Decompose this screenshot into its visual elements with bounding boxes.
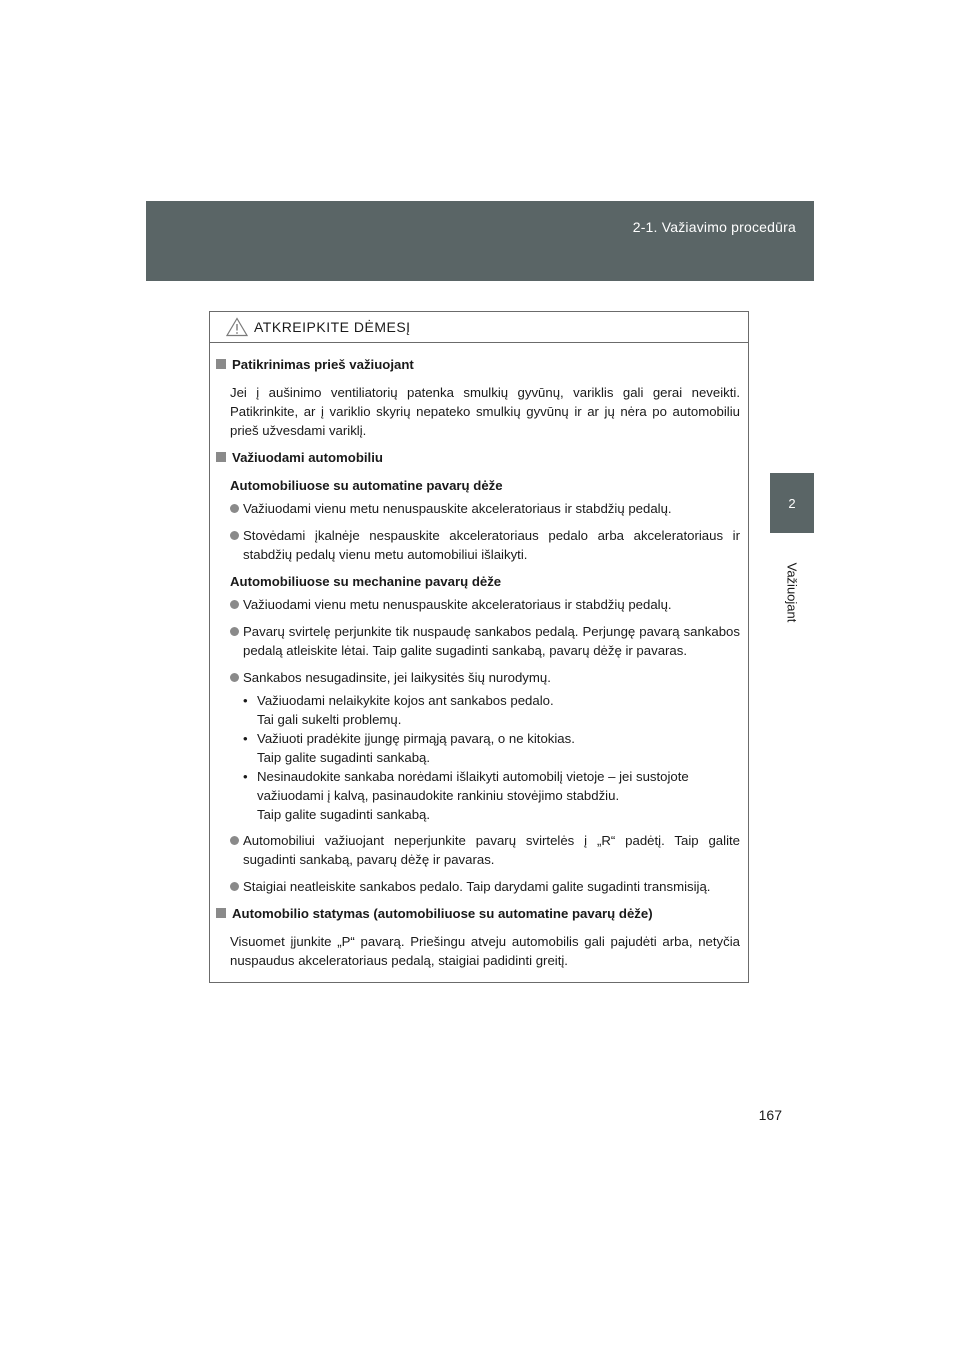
circle-bullet-icon xyxy=(230,627,243,636)
heading-parking: Automobilio statymas (automobiliuose su automatine pavarų dėže) xyxy=(216,904,740,923)
warning-triangle-icon xyxy=(226,317,248,337)
list-item: Važiuodami vienu metu nenuspauskite akceleratoriaus ir stabdžių pedalų. xyxy=(216,595,740,614)
circle-bullet-icon xyxy=(230,836,243,845)
list-item: Stovėdami įkalnėje nespauskite akceleratoriaus pedalo arba akceleratoriaus ir stabdžių pedalų vienu metu automobiliui išlaikyti. xyxy=(216,526,740,564)
section-label: 2-1. Važiavimo procedūra xyxy=(632,219,796,235)
header-band xyxy=(146,201,814,281)
caution-body xyxy=(210,343,748,970)
chapter-number: 2 xyxy=(788,495,796,511)
circle-bullet-icon xyxy=(230,882,243,891)
list-item: • Nesinaudokite sankaba norėdami išlaikyti automobilį vietoje – jei sustojote važiuodami į kalvą, pasinaudokite rankiniu stovėjimo stabdžiu. Taip galite sugadinti sankabą. xyxy=(243,769,689,822)
parking-text: Visuomet įjunkite „P“ pavarą. Priešingu atveju automobilis gali pajudėti arba, netyčia nuspaudus akceleratoriaus pedalą, staigiai padidinti greitį. xyxy=(230,934,740,968)
chapter-tab-label xyxy=(770,542,814,642)
circle-bullet-icon xyxy=(230,504,243,513)
heading-pre-drive-check: Patikrinimas prieš važiuojant xyxy=(216,355,740,374)
pre-drive-check-text: Jei į aušinimo ventiliatorių patenka smulkių gyvūnų, variklis gali gerai neveikti. Patikrinkite, ar į variklio skyrių nepateko smulkių gyvūnų ir ar jų nėra po automobiliu prieš užvesdami variklį. xyxy=(230,385,740,438)
list-item: Pavarų svirtelę perjunkite tik nuspaudę sankabos pedalą. Perjungę pavarą sankabos pedalą atleiskite lėtai. Taip galite sugadinti sankabą, pavarų dėžę ir pavaras. xyxy=(216,622,740,660)
caution-title: ATKREIPKITE DĖMESĮ xyxy=(254,319,411,335)
list-item: Sankabos nesugadinsite, jei laikysitės šių nurodymų. xyxy=(216,668,740,687)
subheading-automatic: Automobiliuose su automatine pavarų dėže xyxy=(230,478,503,493)
chapter-label: Važiuojant xyxy=(784,562,800,622)
list-item: Automobiliui važiuojant neperjunkite pavarų svirtelės į „R“ padėtį. Taip galite sugadinti sankabą, pavarų dėžę ir pavaras. xyxy=(216,831,740,869)
chapter-tab xyxy=(770,473,814,533)
subheading-manual: Automobiliuose su mechanine pavarų dėže xyxy=(230,574,502,589)
page-number: 167 xyxy=(758,1107,782,1123)
list-item: • Važiuoti pradėkite įjungę pirmąją pavarą, o ne kitokias. Taip galite sugadinti sankabą. xyxy=(243,731,575,765)
list-item: • Važiuodami nelaikykite kojos ant sankabos pedalo. Tai gali sukelti problemų. xyxy=(243,693,554,727)
square-bullet-icon xyxy=(216,908,226,918)
circle-bullet-icon xyxy=(230,600,243,609)
heading-while-driving: Važiuodami automobiliu xyxy=(216,448,740,467)
caution-box xyxy=(209,311,749,983)
clutch-tips-list xyxy=(216,691,740,824)
square-bullet-icon xyxy=(216,359,226,369)
list-item: Staigiai neatleiskite sankabos pedalo. Taip darydami galite sugadinti transmisiją. xyxy=(216,877,740,896)
circle-bullet-icon xyxy=(230,673,243,682)
list-item: Važiuodami vienu metu nenuspauskite akceleratoriaus ir stabdžių pedalų. xyxy=(216,499,740,518)
square-bullet-icon xyxy=(216,452,226,462)
caution-header xyxy=(210,312,748,343)
circle-bullet-icon xyxy=(230,531,243,540)
